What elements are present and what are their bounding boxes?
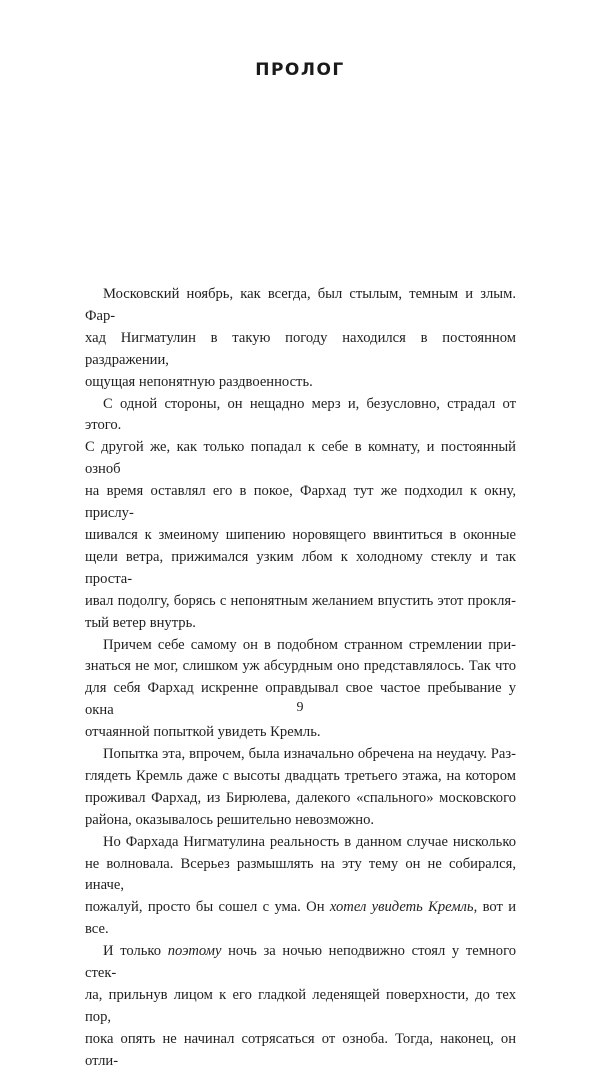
text-run: ночь за ночью неподвижно стоял у темного стек- [85, 943, 517, 982]
text-line [85, 941, 516, 985]
text-line [85, 897, 516, 941]
text-line [85, 394, 516, 438]
text-line [85, 656, 516, 678]
text-run: пока опять не начинал сотрясаться от озноба. Тогда, наконец, он отли- [85, 1030, 516, 1069]
text-line [85, 481, 516, 525]
text-line [85, 985, 516, 1029]
text-line [85, 613, 516, 635]
text-run: Но Фархада Нигматулина реальность в данном случае нисколько [103, 833, 516, 850]
text-run: знаться не мог, слишком уж абсурдным оно представлялось. Так что [85, 658, 516, 675]
text-run: С другой же, как только попадал к себе в комнату, и постоянный озноб [85, 439, 516, 478]
text-run: хад Нигматулин в такую погоду находился в постоянном раздражении, [85, 329, 516, 368]
text-run: ла, прильнув лицом к его гладкой леденящей поверхности, до тех пор, [85, 987, 516, 1025]
text-run: не волновала. Всерьез размышлять на эту тему он не собирался, иначе, [85, 855, 516, 894]
text-line [85, 722, 516, 744]
chapter-title: ПРОЛОГ [255, 60, 345, 80]
text-line [85, 1029, 516, 1073]
text-line [85, 372, 516, 394]
text-line [85, 547, 516, 591]
text-run: ощущая непонятную раздвоенность. [85, 373, 313, 390]
paragraph [85, 284, 516, 394]
text-run: , вот и все. [85, 899, 517, 938]
text-run: района, оказывалось решительно невозможно. [85, 811, 375, 828]
text-run: тый ветер внутрь. [85, 614, 196, 631]
text-run: отчаянной попыткой увидеть Кремль. [85, 724, 321, 741]
paragraph [85, 941, 516, 1072]
italic-run: хотел увидеть Кремль [329, 899, 474, 916]
text-run: глядеть Кремль даже с высоты двадцать третьего этажа, на котором [85, 767, 516, 784]
paragraph [85, 394, 516, 635]
text-run: для себя Фархад искренне оправдывал свое частое пребывание у окна [85, 680, 516, 719]
text-run: Попытка эта, впрочем, была изначально обречена на неудачу. Раз- [103, 746, 516, 763]
text-line [85, 788, 516, 810]
text-line [85, 744, 516, 766]
page-number: 9 [296, 700, 304, 715]
paragraph [85, 832, 516, 942]
text-run: Московский ноябрь, как всегда, был стылым, темным и злым. Фар- [85, 286, 516, 324]
italic-run: поэтому [167, 943, 222, 960]
text-line [85, 328, 516, 372]
body-text [85, 284, 516, 1073]
text-line [85, 591, 516, 613]
text-run: щели ветра, прижимался узким лбом к холодному стеклу и так проста- [85, 548, 516, 587]
text-line [85, 832, 516, 854]
text-line [85, 766, 516, 788]
text-run: на время оставлял его в покое, Фархад тут же подходил к окну, прислу- [85, 483, 516, 522]
paragraph [85, 744, 516, 832]
text-run: проживал Фархад, из Бирюлева, далекого «спального» московского [85, 789, 516, 806]
text-run: ивал подолгу, борясь с непонятным желанием впустить этот прокля- [85, 592, 516, 609]
text-run: Причем себе самому он в подобном странном стремлении при- [103, 636, 516, 653]
text-run: шивался к змеиному шипению норовящего ввинтиться в оконные [85, 526, 516, 543]
text-line [85, 854, 516, 898]
text-line [85, 525, 516, 547]
text-run: С одной стороны, он нещадно мерз и, безусловно, страдал от этого. [85, 395, 516, 434]
text-run: пожалуй, просто бы сошел с ума. Он [85, 899, 330, 916]
paragraph [85, 635, 516, 745]
text-line [85, 284, 516, 328]
text-line [85, 437, 516, 481]
text-run: И только [103, 943, 168, 960]
text-line [85, 810, 516, 832]
text-line [85, 635, 516, 657]
